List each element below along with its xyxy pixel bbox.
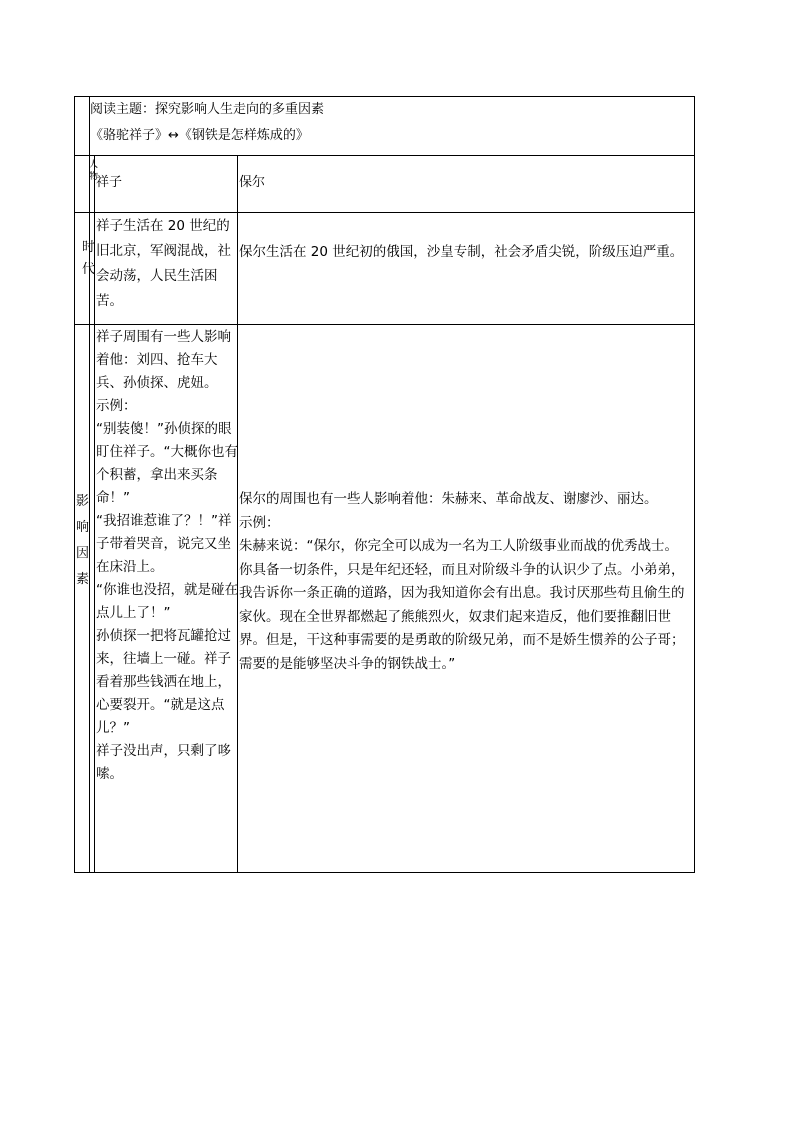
row-divider bbox=[75, 155, 694, 156]
paragraph: “你谁也没招，就是碰在点儿上了！” bbox=[96, 582, 238, 621]
era-xiangzi: 祥子生活在 20 世纪的旧北京，军阀混战，社会动荡，人民生活困苦。 bbox=[96, 218, 231, 309]
era-pauer: 保尔生活在 20 世纪初的俄国，沙皇专制，社会矛盾尖锐，阶级压迫严重。 bbox=[239, 244, 684, 260]
theme-title: 阅读主题：探究影响人生走向的多重因素 bbox=[90, 102, 325, 117]
paragraph: 示例： bbox=[239, 514, 280, 531]
paragraph: 祥子周围有一些人影响着他：刘四、抢车大兵、孙侦探、虎妞。 bbox=[96, 329, 231, 391]
influence-xiangzi bbox=[96, 326, 238, 786]
row-label-influence: 影响因素 bbox=[76, 494, 89, 587]
paragraph: “别装傻！”孙侦探的眼盯住祥子。“大概你也有个积蓄，拿出来买条命！” bbox=[96, 421, 238, 506]
column-divider bbox=[89, 97, 90, 872]
paragraph: 保尔的周围也有一些人影响着他：朱赫来、革命战友、谢廖沙、丽达。 bbox=[239, 491, 658, 507]
column-name-xiangzi: 祥子 bbox=[96, 175, 123, 190]
row-label-character: 人物 bbox=[89, 160, 99, 182]
column-name-pauer: 保尔 bbox=[239, 175, 266, 190]
paragraph: 祥子没出声，只剩了哆嗦。 bbox=[96, 743, 231, 782]
book-titles: 《骆驼祥子》↔《钢铁是怎样炼成的》 bbox=[90, 128, 309, 143]
paragraph: 示例： bbox=[96, 398, 137, 414]
row-label-era: 时代 bbox=[82, 240, 95, 277]
reading-comparison-table bbox=[74, 96, 695, 873]
paragraph: “我招谁惹谁了？！”祥子带着哭音，说完又坐在床沿上。 bbox=[96, 513, 232, 575]
paragraph: 孙侦探一把将瓦罐抢过来，往墙上一碰。祥子看着那些钱洒在地上，心要裂开。“就是这点儿？” bbox=[96, 628, 231, 736]
row-divider bbox=[75, 212, 694, 213]
influence-pauer bbox=[239, 488, 691, 676]
row-divider bbox=[75, 324, 694, 325]
paragraph: 朱赫来说：“保尔，你完全可以成为一名为工人阶级事业而战的优秀战士。你具备一切条件，只是年纪还轻，而且对阶级斗争的认识少了点。小弟弟，我告诉你一条正确的道路，因为我知道你会有出息。我讨厌那些苟且偷生的家伙。现在全世界都燃起了熊熊烈火，奴隶们起来造反，他们要推翻旧世界。但是，干这种事需要的是勇敢的阶级兄弟，而不是娇生惯养的公子哥；需要的是能够坚决斗争的钢铁战士。” bbox=[239, 538, 685, 672]
